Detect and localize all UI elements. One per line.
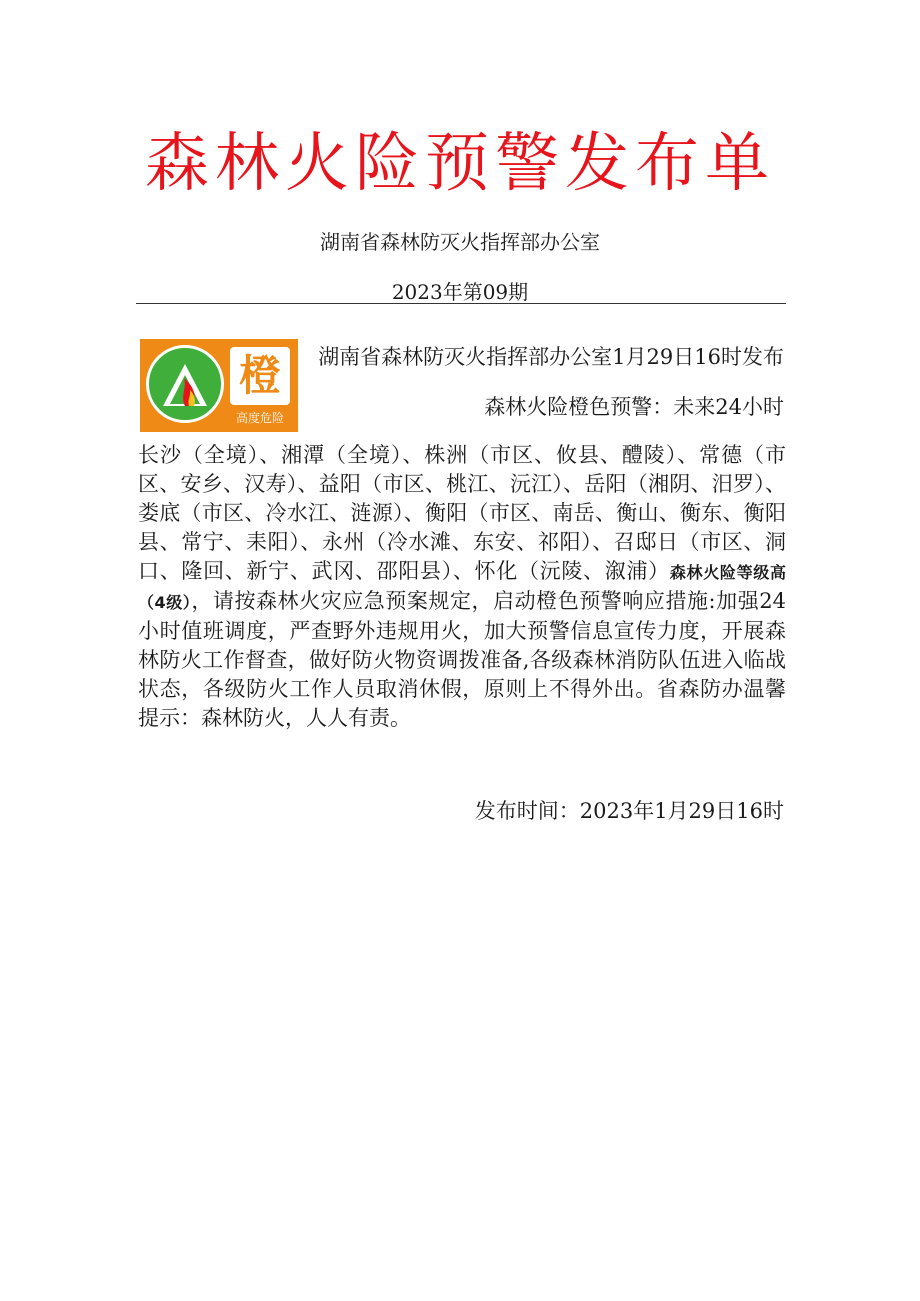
release-statement: 湖南省森林防灭火指挥部办公室1月29日16时发布: [318, 345, 784, 369]
affected-areas: 长沙（全境）、湘潭（全境）、株洲（市区、攸县、醴陵）、常德（市区、安乡、汉寿）、益阳（市区、桃江、沅江）、岳阳（湘阴、汨罗）、娄底（市区、冷水江、涟源）、衡阳（市区、南岳、衡山、衡东、衡阳县、常宁、耒阳）、永州（冷水滩、东安、祁阳）、召邸日（市区、洞口、隆回、新宁、武冈、邵阳县）、怀化（沅陵、溆浦）: [138, 443, 786, 583]
issuer-name: 湖南省森林防灭火指挥部办公室: [320, 230, 600, 254]
header-divider: [136, 303, 786, 304]
forest-fire-icon: [146, 345, 224, 423]
fire-danger-level: 森林火险等级高（4级）: [138, 563, 786, 612]
badge-caption: 高度危险: [235, 411, 284, 425]
badge-grade-char: 橙: [230, 347, 290, 405]
document-title: 森林火险预警发布单: [145, 127, 775, 201]
response-measures: ，请按森林火灾应急预案规定，启动橙色预警响应措施:加强24小时值班调度，严查野外违规用火，加大预警信息宣传力度，开展森林防火工作督查，做好防火物资调拨准备,各级森林消防队伍进入临战状态，各级防火工作人员取消休假，原则上不得外出。省森防办温馨提示：森林防火，人人有责。: [138, 589, 786, 730]
orange-warning-badge: [140, 339, 298, 432]
warning-statement: 森林火险橙色预警：未来24小时: [484, 395, 784, 419]
release-time: 发布时间：2023年1月29日16时: [474, 799, 784, 823]
issue-number: 2023年第09期: [391, 280, 529, 304]
warning-body: [138, 441, 786, 733]
